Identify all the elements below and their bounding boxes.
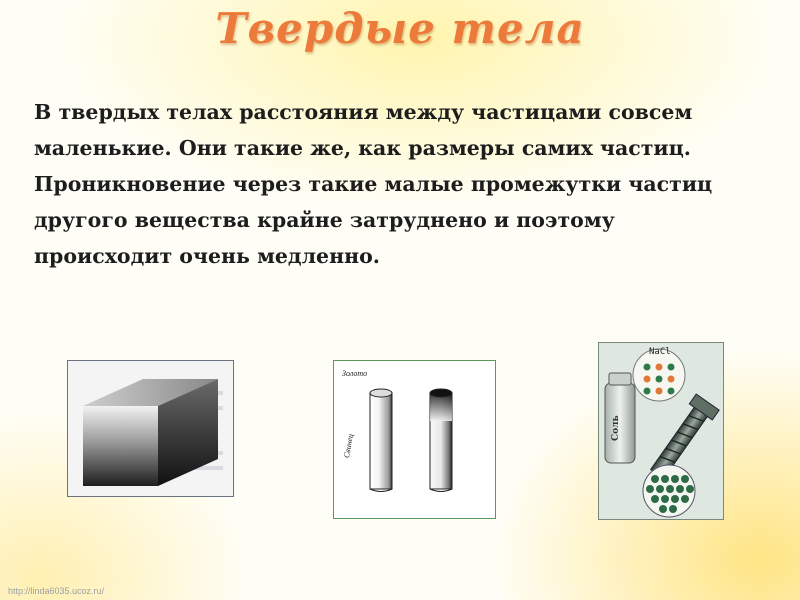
nacl-formula: NaCl xyxy=(649,347,671,357)
metal-block-image xyxy=(67,360,234,497)
slide-title: Твердые тела xyxy=(215,4,585,53)
lead-label: Свинец xyxy=(342,433,356,459)
cylinders-image xyxy=(333,360,496,519)
slide-paragraph: В твердых телах расстояния между частицами совсем маленькие. Они такие же, как размеры самих частиц. Проникновение через такие малые промежутки частиц другого вещества крайне затруднено и поэтому происходит очень медленно. xyxy=(34,100,713,268)
salt-jar-label: Соль xyxy=(611,415,621,441)
footer-url: http://linda6035.ucoz.ru/ xyxy=(8,586,105,596)
gold-label: Золото xyxy=(342,369,368,378)
salt-and-screw-image xyxy=(598,342,724,520)
